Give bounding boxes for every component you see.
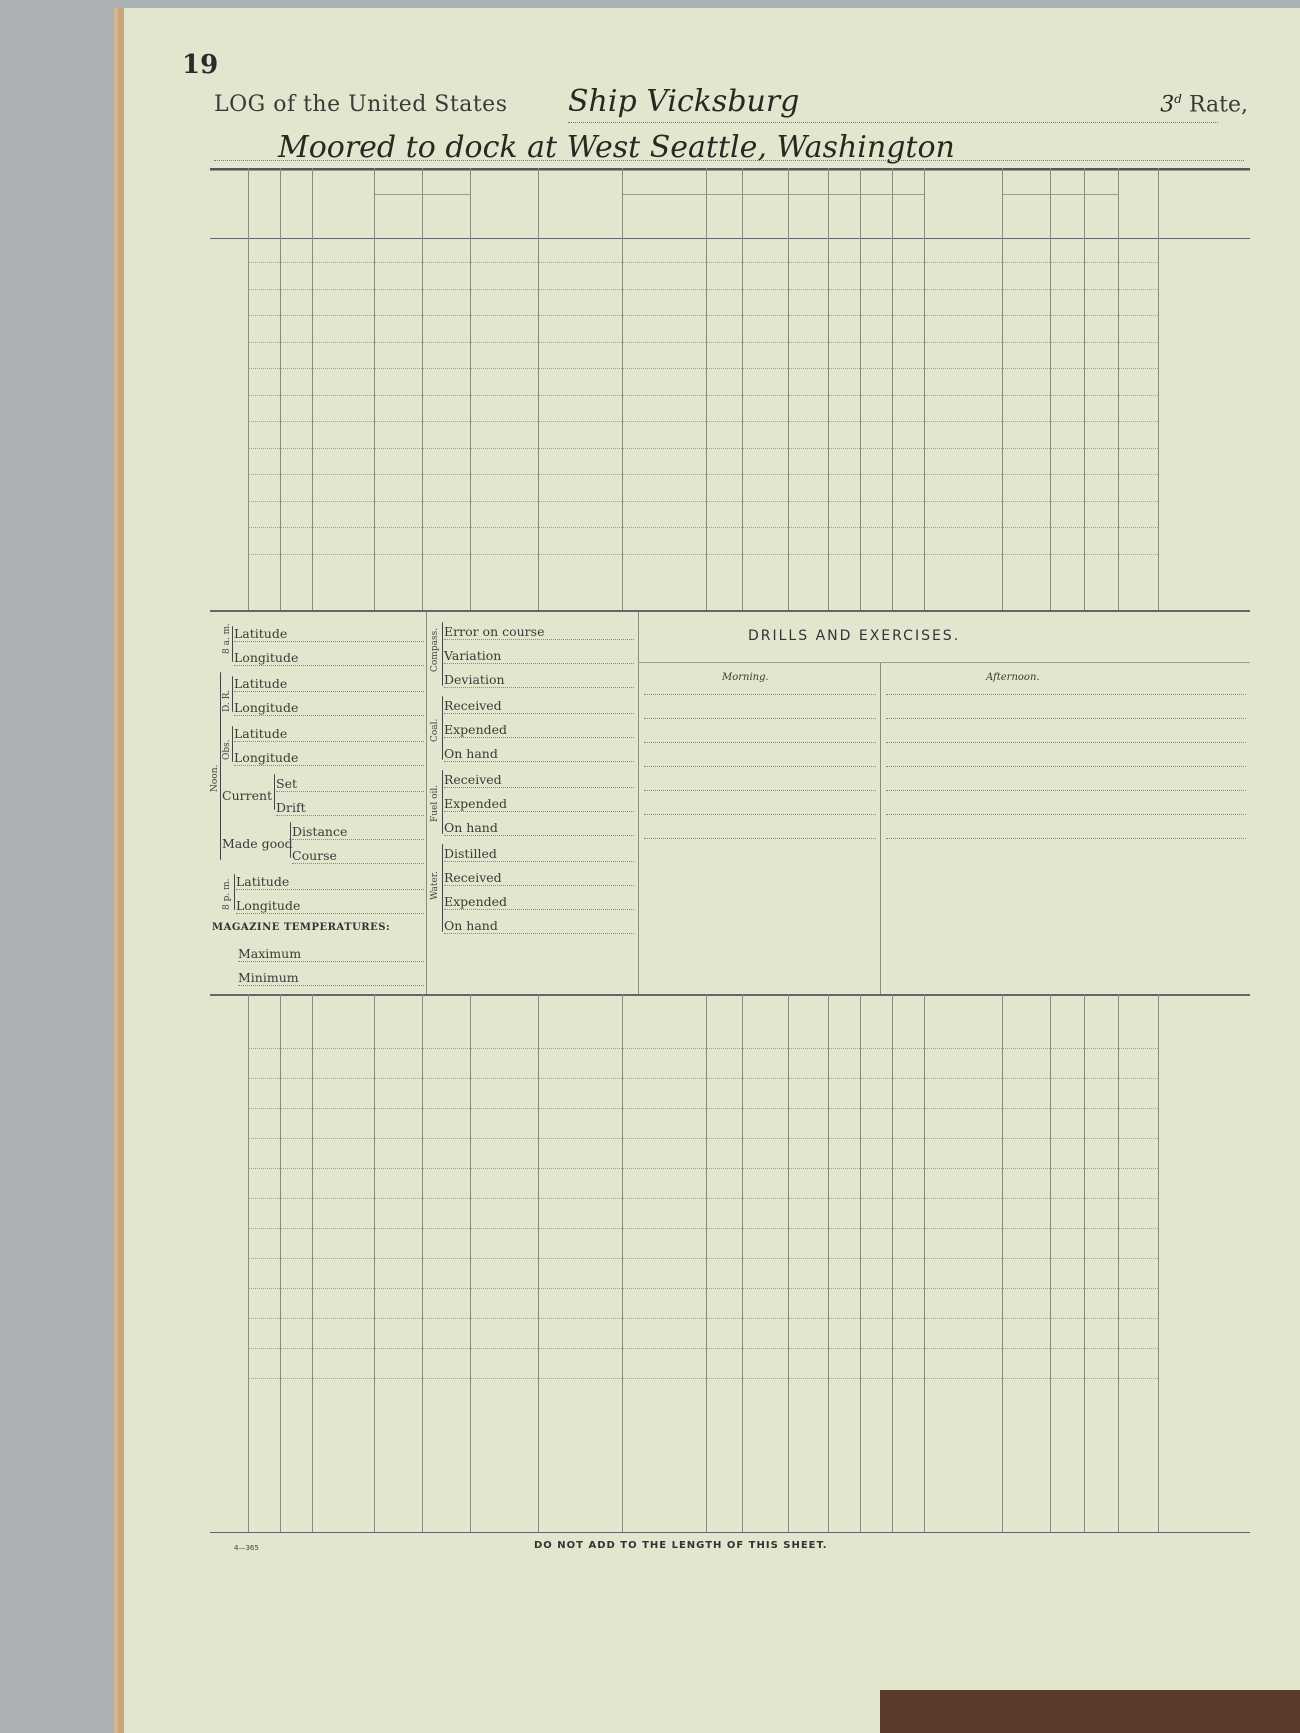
middle-top-rule (210, 610, 1250, 612)
middle-divider-1 (426, 612, 427, 994)
water-on-hand: On hand (444, 918, 634, 934)
am-position-label: 8 a. m. (222, 622, 232, 654)
water-expended: Expended (444, 894, 634, 910)
brace-coal (442, 696, 443, 760)
row-rule (248, 342, 1158, 343)
brace-noon (220, 672, 221, 860)
column-line-1 (280, 994, 281, 1532)
drills-head-rule (638, 662, 1250, 663)
row-rule (248, 1198, 1158, 1199)
log-title: LOG of the United States (214, 92, 508, 117)
row-rule (248, 289, 1158, 290)
water-distilled: Distilled (444, 846, 634, 862)
column-line-11 (828, 168, 829, 610)
rate-sup: d (1174, 92, 1182, 106)
column-line-0 (248, 168, 249, 610)
column-line-12 (860, 994, 861, 1532)
variation: Variation (444, 648, 634, 664)
log-sheet (118, 8, 1300, 1733)
morning-division-5 (644, 790, 876, 791)
drills-title: DRILLS AND EXERCISES. (748, 628, 961, 644)
coal-group-label: Coal. (430, 718, 440, 742)
sheet-number: 19 (182, 50, 219, 80)
morning-division-2 (644, 718, 876, 719)
fuel-group-label: Fuel oil. (430, 784, 440, 822)
column-line-16 (1050, 168, 1051, 610)
pm-top-rule (210, 994, 1250, 995)
title-rule (568, 122, 1218, 123)
coal-expended: Expended (444, 722, 634, 738)
coal-on-hand: On hand (444, 746, 634, 762)
brace-water (442, 844, 443, 932)
column-line-14 (924, 994, 925, 1532)
fuel-expended: Expended (444, 796, 634, 812)
rate-text: Rate, (1188, 92, 1248, 118)
row-rule (248, 527, 1158, 528)
am-latitude: Latitude (234, 626, 424, 642)
current-drift: Drift (276, 800, 424, 816)
magazine-temps-label: MAGAZINE TEMPERATURES: (212, 922, 391, 933)
afternoon-division-6 (886, 814, 1246, 815)
binding-strip (880, 1690, 1300, 1733)
morning-label: Morning. (722, 672, 769, 683)
column-line-3 (374, 994, 375, 1532)
column-line-13 (892, 994, 893, 1532)
obs-label: Obs. (222, 739, 232, 760)
column-line-12 (860, 168, 861, 610)
column-line-2 (312, 994, 313, 1532)
water-received: Received (444, 870, 634, 886)
column-line-2 (312, 168, 313, 610)
column-line-4 (422, 994, 423, 1532)
row-rule (248, 421, 1158, 422)
remark-rule (214, 160, 1244, 161)
made-good-distance: Distance (292, 824, 424, 840)
brace-obs (232, 726, 233, 762)
row-rule (248, 1318, 1158, 1319)
afternoon-division-2 (886, 718, 1246, 719)
row-rule (248, 1108, 1158, 1109)
middle-divider-2 (638, 612, 639, 994)
column-line-18 (1118, 994, 1119, 1532)
morning-division-7 (644, 838, 876, 839)
morning-division-3 (644, 742, 876, 743)
afternoon-label: Afternoon. (986, 672, 1040, 683)
column-line-1 (280, 168, 281, 610)
column-line-15 (1002, 168, 1003, 610)
row-rule (248, 1138, 1158, 1139)
column-line-7 (622, 994, 623, 1532)
column-line-8 (706, 994, 707, 1532)
row-rule (248, 1258, 1158, 1259)
obs-latitude: Latitude (234, 726, 424, 742)
log-sheet-inner (138, 22, 1298, 1722)
table-top-rule-2 (210, 170, 1250, 171)
column-line-0 (248, 994, 249, 1532)
current-set: Set (276, 776, 424, 792)
rate-label (1160, 92, 1248, 117)
column-line-4 (422, 168, 423, 610)
coal-received: Received (444, 698, 634, 714)
row-rule (248, 1168, 1158, 1169)
middle-divider-3 (880, 662, 881, 994)
row-rule (248, 501, 1158, 502)
error-on-course: Error on course (444, 624, 634, 640)
dr-label: D. R. (222, 689, 232, 712)
column-line-14 (924, 168, 925, 610)
afternoon-division-7 (886, 838, 1246, 839)
row-rule (248, 368, 1158, 369)
form-number: 4—365 (234, 1544, 259, 1552)
brace-dr (232, 676, 233, 712)
magazine-maximum: Maximum (238, 946, 424, 962)
current-label: Current (222, 788, 273, 803)
column-line-8 (706, 168, 707, 610)
brace-am (232, 626, 233, 662)
column-line-9 (742, 994, 743, 1532)
length-notice: DO NOT ADD TO THE LENGTH OF THIS SHEET. (534, 1540, 828, 1551)
brace-pm (234, 874, 235, 910)
compass-group-label: Compass. (430, 627, 440, 672)
column-line-16 (1050, 994, 1051, 1532)
group-rule-1 (622, 194, 742, 195)
afternoon-division-1 (886, 694, 1246, 695)
rate-prefix: 3 (1160, 92, 1175, 118)
column-line-19 (1158, 994, 1159, 1532)
deviation: Deviation (444, 672, 634, 688)
column-line-6 (538, 168, 539, 610)
column-line-5 (470, 168, 471, 610)
column-line-17 (1084, 994, 1085, 1532)
row-rule (248, 395, 1158, 396)
column-line-6 (538, 994, 539, 1532)
afternoon-division-4 (886, 766, 1246, 767)
mooring-remark: Moored to dock at West Seattle, Washington (278, 130, 955, 165)
row-rule (248, 1048, 1158, 1049)
dr-latitude: Latitude (234, 676, 424, 692)
column-line-9 (742, 168, 743, 610)
row-rule (248, 554, 1158, 555)
afternoon-division-5 (886, 790, 1246, 791)
noon-label: Noon. (210, 764, 220, 792)
column-line-17 (1084, 168, 1085, 610)
pm-position-label: 8 p. m. (222, 878, 232, 910)
morning-division-4 (644, 766, 876, 767)
column-line-19 (1158, 168, 1159, 610)
row-rule (248, 474, 1158, 475)
obs-longitude: Longitude (234, 750, 424, 766)
row-rule (248, 1288, 1158, 1289)
magazine-minimum: Minimum (238, 970, 424, 986)
water-group-label: Water. (430, 871, 440, 900)
row-rule (248, 1078, 1158, 1079)
row-rule (248, 448, 1158, 449)
morning-division-6 (644, 814, 876, 815)
row-rule (248, 315, 1158, 316)
made-good-course: Course (292, 848, 424, 864)
am-longitude: Longitude (234, 650, 424, 666)
fuel-on-hand: On hand (444, 820, 634, 836)
fuel-received: Received (444, 772, 634, 788)
pm-longitude: Longitude (236, 898, 424, 914)
group-rule-4 (1002, 194, 1118, 195)
column-line-3 (374, 168, 375, 610)
row-rule (248, 1228, 1158, 1229)
brace-current (274, 774, 275, 810)
header-bottom-rule (210, 238, 1250, 239)
ship-name: Ship Vicksburg (568, 84, 800, 119)
row-rule (248, 1348, 1158, 1349)
group-rule-2 (742, 194, 828, 195)
table-bottom-rule (210, 1532, 1250, 1533)
column-line-7 (622, 168, 623, 610)
pm-latitude: Latitude (236, 874, 424, 890)
afternoon-division-3 (886, 742, 1246, 743)
column-line-18 (1118, 168, 1119, 610)
row-rule (248, 262, 1158, 263)
brace-made-good (290, 822, 291, 858)
column-line-10 (788, 994, 789, 1532)
morning-division-1 (644, 694, 876, 695)
brace-fuel (442, 770, 443, 834)
column-line-13 (892, 168, 893, 610)
column-line-10 (788, 168, 789, 610)
row-rule (248, 1378, 1158, 1379)
dr-longitude: Longitude (234, 700, 424, 716)
column-line-15 (1002, 994, 1003, 1532)
column-line-5 (470, 994, 471, 1532)
group-rule-3 (828, 194, 924, 195)
made-good-label: Made good (222, 836, 293, 851)
column-line-11 (828, 994, 829, 1532)
brace-compass (442, 622, 443, 686)
